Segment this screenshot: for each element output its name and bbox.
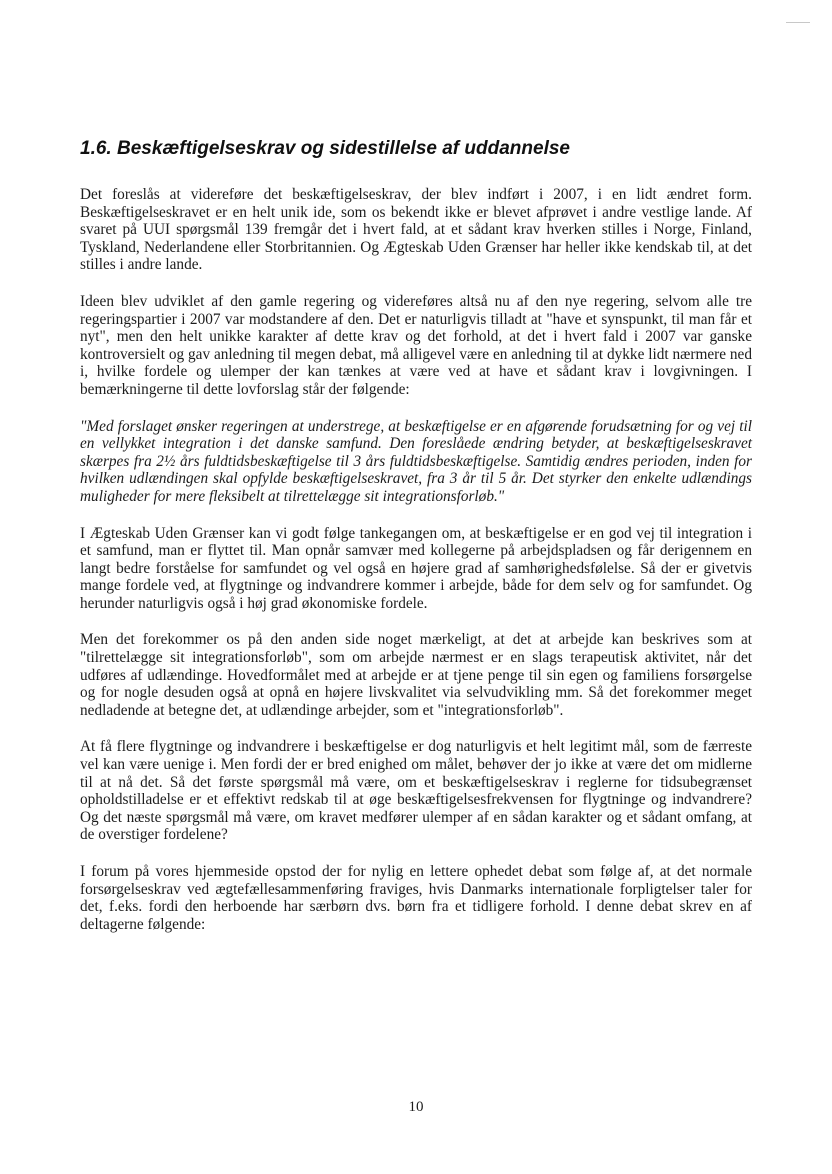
- paragraph-integration: I Ægteskab Uden Grænser kan vi godt følge tankegangen om, at beskæftigelse er en god vej til integration i et samfund, man er flyttet til. Man opnår samvær med kollegerne på arbejdspladsen og får derigennem en langt bedre forståelse for samfundet og vel også en højere grad af samhørighedsfølelse. Så der er givetvis mange fordele ved, at flygtninge og indvandrere kommer i arbejde, både for dem selv og for samfundet. Og herunder naturligvis også i høj grad økonomiske fordele.: [80, 524, 752, 612]
- paragraph-critique: Men det forekommer os på den anden side noget mærkeligt, at det at arbejde kan beskrives som at "tilrettelægge sit integrationsforløb", som om arbejde nærmest er en slags terapeutisk aktivitet, når det udføres af udlændinge. Hovedformålet med at arbejde er at tjene penge til sin egen og familiens forsørgelse og for nogle desuden også at opnå en højere livskvalitet via selvudvikling mm. Så det forekommer meget nedladende at betegne det, at udlændinge arbejder, som et "integrationsforløb".: [80, 631, 752, 719]
- paragraph-intro: Det foreslås at videreføre det beskæftigelseskrav, der blev indført i 2007, i en lidt ændret form. Beskæftigelseskravet er en helt unik ide, som os bekendt ikke er blevet afprøvet i andre vestlige lande. Af svaret på UUI spørgsmål 139 fremgår det i hvert fald, at et sådant krav hverken stilles i Norge, Finland, Tyskland, Nederlandene eller Storbritannien. Og Ægteskab Uden Grænser har heller ikke kendskab til, at det stilles i andre lande.: [80, 186, 752, 274]
- page-number: 10: [408, 1099, 424, 1115]
- scan-artifact: [786, 22, 810, 23]
- paragraph-idea-origin: Ideen blev udviklet af den gamle regering og videreføres altså nu af den nye regering, selvom alle tre regeringspartier i 2007 var modstandere af den. Det er naturligvis tilladt at "have et synspunkt, til man får et nyt", men den helt unikke karakter af dette krav og det forhold, at det i hvert fald i 2007 var ganske kontroversielt og gav anledning til megen debat, må alligevel være en anledning til at dykke lidt nærmere ned i, hvilke fordele og ulemper der kan tænkes at være ved at have et sådant krav i lovgivningen. I bemærkningerne til dette lovforslag står der følgende:: [80, 292, 752, 398]
- document-body: [80, 186, 752, 952]
- paragraph-questions: At få flere flygtninge og indvandrere i beskæftigelse er dog naturligvis et helt legitimt mål, som de færreste vel kan være uenige i. Men fordi der er bred enighed om målet, behøver der jo ikke at være det om midlerne til at nå det. Så det første spørgsmål må være, om et beskæftigelseskrav i reglerne for tidsubegrænset opholdstilladelse er et effektivt redskab til at øge beskæftigelsesfrekvensen for flygtninge og indvandrere? Og det næste spørgsmål må være, om kravet medfører ulemper af en sådan karakter og et sådant omfang, at de overstiger fordelene?: [80, 738, 752, 844]
- paragraph-quote: "Med forslaget ønsker regeringen at understrege, at beskæftigelse er en afgørende forudsætning for og vej til en vellykket integration i det danske samfund. Den foreslåede ændring betyder, at beskæftigelseskravet skærpes fra 2½ års fuldtidsbeskæftigelse til 3 års fuldtidsbeskæftigelse. Samtidig ændres perioden, inden for hvilken udlændingen skal opfylde beskæftigelseskravet, fra 3 år til 5 år. Det styrker den enkelte udlændings muligheder for mere fleksibelt at tilrettelægge sit integrationsforløb.": [80, 417, 752, 505]
- section-heading: 1.6. Beskæftigelseskrav og sidestillelse af uddannelse: [80, 138, 570, 159]
- paragraph-forum: I forum på vores hjemmeside opstod der for nylig en lettere ophedet debat som følge af, at det normale forsørgelseskrav ved ægtefællesammenføring fraviges, hvis Danmarks internationale forpligtelser taler for det, f.eks. fordi den herboende har særbørn dvs. børn fra et tidligere forhold. I denne debat skrev en af deltagerne følgende:: [80, 863, 752, 933]
